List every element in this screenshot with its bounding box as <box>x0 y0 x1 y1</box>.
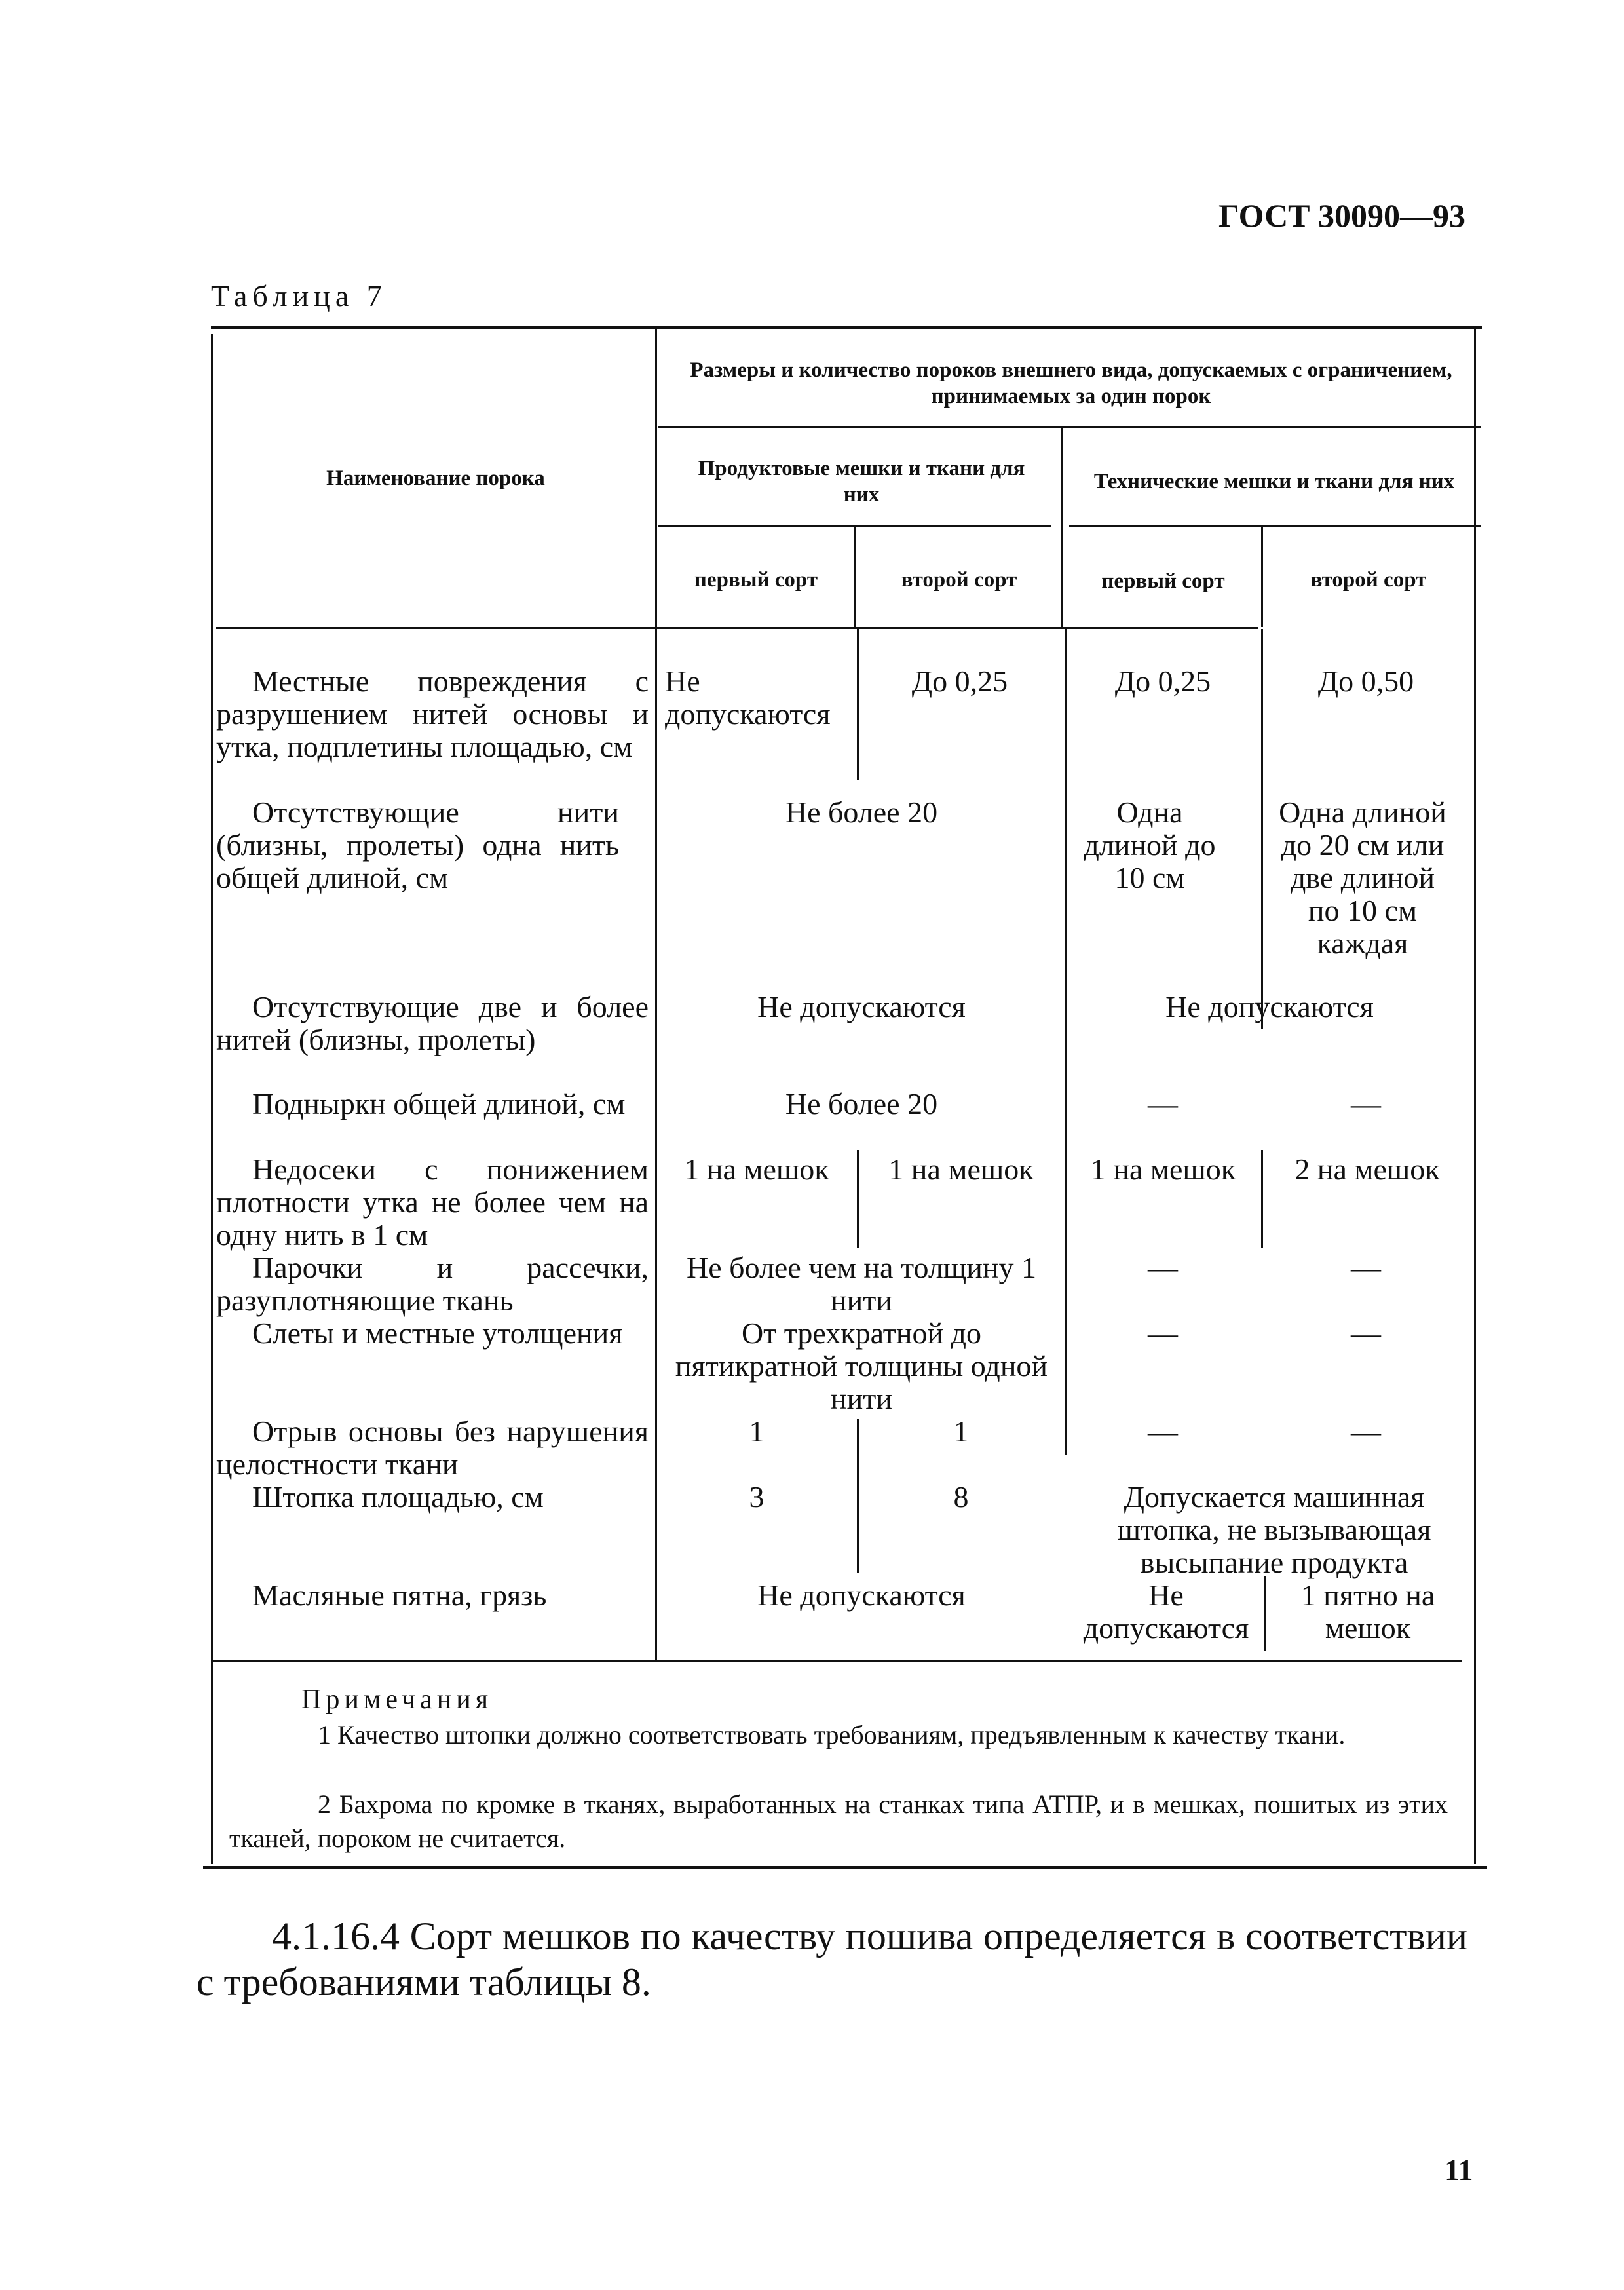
row-7-defect-name: Слеты и местные утолщения <box>252 1316 623 1350</box>
header-group-rule <box>658 426 1481 428</box>
row-8-defect-name: Отрыв основы без нарушения целостности ткани <box>216 1415 649 1481</box>
row-4-tech-grade2: — <box>1351 1087 1381 1120</box>
row-1-food-grade1: Не допускаются <box>665 664 831 731</box>
header-defect-name: Наименование порока <box>326 467 545 490</box>
row-9-food-grade1: 3 <box>749 1480 765 1514</box>
note-1: 1 Качество штопки должно соответствовать требованиям, предъявленным к качеству ткани. <box>318 1720 1346 1749</box>
row-4-tech-grade1: — <box>1148 1087 1178 1120</box>
row-10-tech-grade1: Не допускаются <box>1083 1578 1249 1645</box>
row-1-food-grade2: До 0,25 <box>911 664 1008 698</box>
column-divider-groups-header <box>1061 426 1063 627</box>
row-5-tech-grade1: 1 на мешок <box>1090 1153 1236 1186</box>
row-3-defect-name: Отсутствующие две и более нитей (близны, пролеты) <box>216 990 649 1056</box>
column-divider-food-grades-body2 <box>857 1150 859 1248</box>
table-caption: Таблица 7 <box>211 279 387 313</box>
row-8-tech-grade1: — <box>1148 1415 1178 1448</box>
row-6-defect-name: Парочки и рассечки, разуплотняющие ткань <box>216 1251 649 1317</box>
column-divider-groups-body1 <box>1065 629 1067 1455</box>
row-8-tech-grade2: — <box>1351 1415 1381 1448</box>
row-1-tech-grade1: До 0,25 <box>1114 664 1211 698</box>
document-standard-number: ГОСТ 30090—93 <box>1218 197 1466 234</box>
header-food-grade1: первый сорт <box>694 568 818 592</box>
row-10-defect-name: Масляные пятна, грязь <box>252 1578 547 1612</box>
header-food-grade2: второй сорт <box>901 568 1017 592</box>
row-6-tech-grade2: — <box>1351 1251 1381 1284</box>
row-2-food: Не более 20 <box>785 795 938 829</box>
row-2-tech-grade1: Одна длиной до 10 см <box>1084 795 1216 894</box>
column-divider-tech-grades-body1 <box>1261 629 1263 1029</box>
column-divider-food-grades-body3 <box>857 1419 859 1573</box>
row-5-food-grade1: 1 на мешок <box>684 1153 829 1186</box>
row-3-tech: Не допускаются <box>1165 990 1374 1023</box>
page-number: 11 <box>1445 2153 1473 2186</box>
row-9-tech: Допускается машинная штопка, не вызывающая высыпание продукта <box>1117 1480 1431 1579</box>
row-10-food: Не допускаются <box>757 1578 966 1612</box>
row-5-tech-grade2: 2 на мешок <box>1294 1153 1440 1186</box>
column-divider-name <box>655 328 657 1660</box>
row-5-defect-name: Недосеки с понижением плотности утка не более чем на одну нить в 1 см <box>216 1153 649 1251</box>
header-tech-bags: Технические мешки и ткани для них <box>1093 470 1455 493</box>
table-right-border <box>1474 328 1476 1864</box>
row-2-defect-name: Отсутствующие нити (близны, пролеты) одна нить общей длиной, см <box>216 795 619 894</box>
column-divider-tech-grades-header <box>1261 525 1263 627</box>
row-9-food-grade2: 8 <box>953 1480 969 1514</box>
row-8-food-grade1: 1 <box>749 1415 765 1448</box>
table-body-bottom-rule <box>211 1660 1462 1662</box>
row-4-defect-name: Подныркн общей длиной, см <box>252 1087 626 1120</box>
header-subgroup-rule-right <box>1069 525 1481 527</box>
header-tech-grade2: второй сорт <box>1310 568 1427 592</box>
row-7-tech-grade1: — <box>1148 1316 1178 1350</box>
column-divider-tech-grades-body3 <box>1264 1576 1266 1651</box>
row-6-tech-grade1: — <box>1148 1251 1178 1284</box>
row-10-tech-grade2: 1 пятно на мешок <box>1300 1578 1435 1645</box>
header-food-bags: Продуктовые мешки и ткани для них <box>698 457 1025 506</box>
row-4-food: Не более 20 <box>785 1087 938 1120</box>
header-tech-grade1: первый сорт <box>1101 569 1225 593</box>
table-bottom-rule <box>203 1866 1487 1869</box>
row-9-defect-name: Штопка площадью, см <box>252 1480 544 1514</box>
row-7-food: От трехкратной до пятикратной толщины одной нити <box>675 1316 1048 1415</box>
row-1-defect-name: Местные повреждения с разрушением нитей основы и утка, подплетины площадью, см <box>216 664 649 763</box>
column-divider-food-grades-body1 <box>857 629 859 780</box>
table-left-border <box>211 334 213 1864</box>
row-6-food: Не более чем на толщину 1 нити <box>687 1251 1036 1317</box>
note-2: 2 Бахрома по кромке в тканях, выработанных на станках типа АТПР, и в мешках, пошитых из этих тканей, пороком не считается. <box>229 1789 1448 1853</box>
table-top-rule <box>211 326 1482 329</box>
row-8-food-grade2: 1 <box>953 1415 969 1448</box>
column-divider-food-grades-header <box>854 525 856 627</box>
body-paragraph: 4.1.16.4 Сорт мешков по качеству пошива определяется в соответствии с требованиями таблицы 8. <box>197 1915 1467 2004</box>
row-1-tech-grade2: До 0,50 <box>1317 664 1414 698</box>
row-3-food: Не допускаются <box>757 990 966 1023</box>
notes-title: Примечания <box>301 1685 493 1715</box>
row-2-tech-grade2: Одна длиной до 20 см или две длиной по 10 см каждая <box>1279 795 1446 960</box>
row-5-food-grade2: 1 на мешок <box>888 1153 1034 1186</box>
header-bottom-rule <box>216 627 1258 629</box>
header-allowed-defects: Размеры и количество пороков внешнего вида, допускаемых с ограничением, принимаемых за один порок <box>690 358 1452 408</box>
row-7-tech-grade2: — <box>1351 1316 1381 1350</box>
